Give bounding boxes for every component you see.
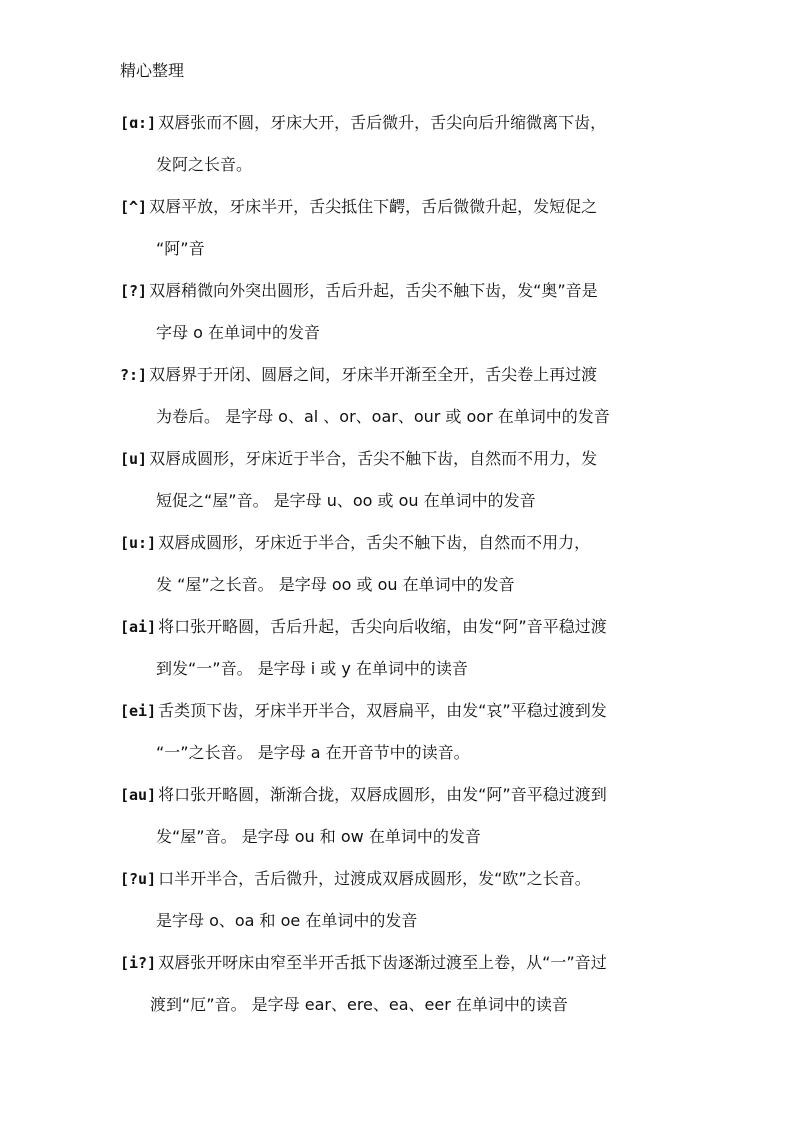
entry-ei [120,690,695,774]
entry-description: 双唇张开呀床由窄至半开舌抵下齿逐渐过渡至上卷，从“一”音过 [158,953,607,972]
entry-description-cont: “阿”音 [156,239,205,258]
entry-description: 双唇张而不圆，牙床大开，舌后微升，舌尖向后升缩微离下齿， [158,113,607,132]
page-header: 精心整理 [120,61,185,80]
phonetic-symbol: [ai] [120,618,157,636]
phonetic-symbol: [?] [120,282,148,300]
entry-description-cont: 发阿之长音。 [156,155,253,174]
phonetic-symbol: [^] [120,198,148,216]
phonetic-symbol: [ɑ:] [120,114,157,132]
entry-description: 将口张开略圆，渐渐合拢，双唇成圆形，由发“阿”音平稳过渡到 [158,785,607,804]
entry-u [120,438,695,522]
entry-caret [120,186,695,270]
entry-description: 双唇成圆形，牙床近于半合，舌尖不触下齿，自然而不用力，发 [149,449,598,468]
entry-description-cont: 为卷后。 是字母 o、al 、or、oar、our 或 oor 在单词中的发音 [156,407,610,426]
phonetic-symbol: [u:] [120,534,157,552]
phonetic-symbol: [?u] [120,870,157,888]
entry-description-cont: “一”之长音。 是字母 a 在开音节中的读音。 [156,743,470,762]
entry-description-cont: 到发“一”音。 是字母 i 或 y 在单词中的读音 [156,659,468,678]
entry-ie [120,942,695,1026]
entry-description-cont: 渡到“厄”音。 是字母 ear、ere、ea、eer 在单词中的读音 [150,995,568,1014]
entry-description-cont: 是字母 o、oa 和 oe 在单词中的发音 [156,911,418,930]
entry-open-o [120,270,695,354]
phonetic-symbol: ?:] [120,366,148,384]
entry-description: 双唇稍微向外突出圆形，舌后升起，舌尖不触下齿，发“奥”音是 [149,281,598,300]
entry-description-cont: 发“屋”音。 是字母 ou 和 ow 在单词中的发音 [156,827,481,846]
entry-description-cont: 短促之“屋”音。 是字母 u、oo 或 ou 在单词中的发音 [156,491,536,510]
entry-u-long [120,522,695,606]
entry-au [120,774,695,858]
phonetic-symbol: [au] [120,786,157,804]
phonetic-symbol: [ei] [120,702,157,720]
entry-open-o-long [120,354,695,438]
entry-description: 双唇界于开闭、圆唇之间，牙床半开渐至全开，舌尖卷上再过渡 [149,365,598,384]
entry-ai [120,606,695,690]
entry-description: 将口张开略圆，舌后升起，舌尖向后收缩，由发“阿”音平稳过渡 [158,617,607,636]
phonetic-symbol: [u] [120,450,148,468]
entry-description: 舌类顶下齿，牙床半开半合，双唇扁平，由发“哀”平稳过渡到发 [158,701,607,720]
entry-description-cont: 字母 o 在单词中的发音 [156,323,320,342]
entry-description: 口半开半合，舌后微升，过渡成双唇成圆形，发“欧”之长音。 [158,869,591,888]
entry-description: 双唇平放，牙床半开，舌尖抵住下齶，舌后微微升起，发短促之 [149,197,598,216]
phonetic-symbol: [i?] [120,954,157,972]
entry-a-long [120,102,695,186]
entry-description: 双唇成圆形，牙床近于半合，舌尖不触下齿，自然而不用力， [158,533,591,552]
entry-ou [120,858,695,942]
phonetic-entries [120,102,695,1026]
entry-description-cont: 发 “屋”之长音。 是字母 oo 或 ou 在单词中的发音 [156,575,515,594]
